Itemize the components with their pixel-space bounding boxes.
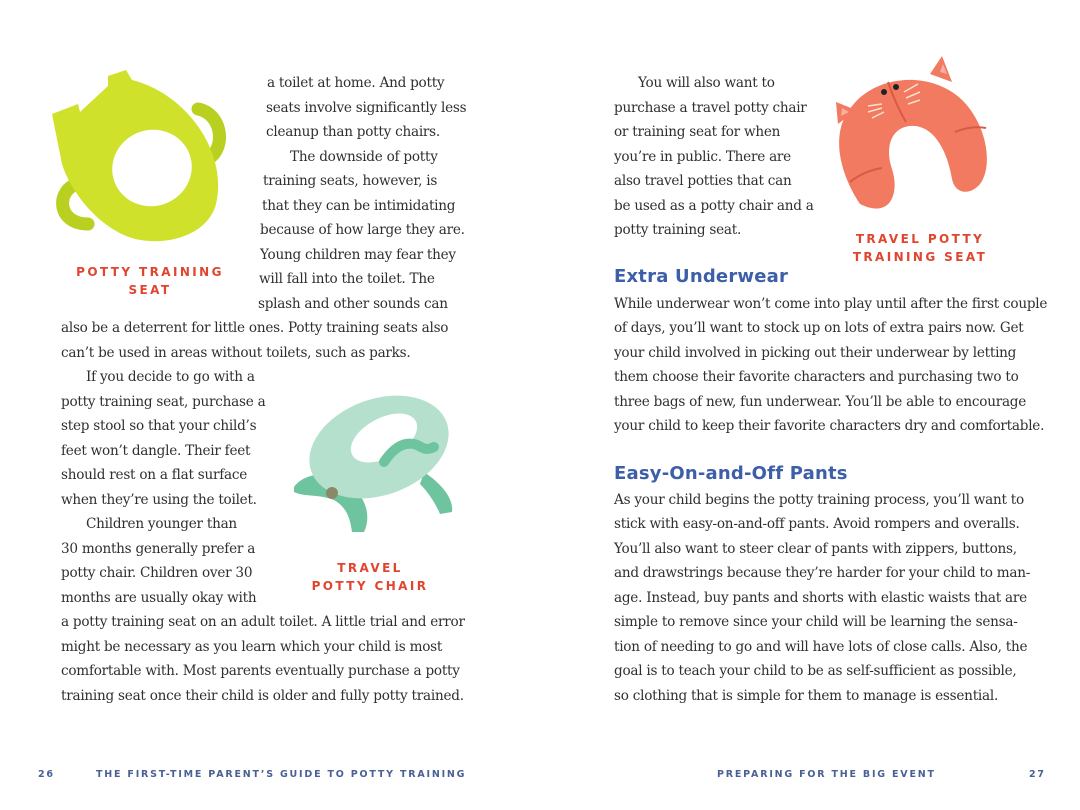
body-line: might be necessary as you learn which your child is most <box>61 639 443 655</box>
body-line: You’ll also want to steer clear of pants with zippers, buttons, <box>614 541 1017 557</box>
body-line: when they’re using the toilet. <box>61 492 257 508</box>
body-line: months are usually okay with <box>61 590 257 606</box>
body-line: step stool so that your child’s <box>61 418 257 434</box>
page-number: 27 <box>1029 769 1046 780</box>
running-head: PREPARING FOR THE BIG EVENT <box>717 769 936 780</box>
body-line: and drawstrings because they’re harder for your child to man- <box>614 565 1031 581</box>
body-line: you’re in public. There are <box>614 149 791 165</box>
page-number: 26 <box>38 769 55 780</box>
running-head: THE FIRST-TIME PARENT’S GUIDE TO POTTY TRAINING <box>96 769 467 780</box>
body-line: potty chair. Children over 30 <box>61 565 253 581</box>
body-line: training seat once their child is older and fully potty trained. <box>61 688 464 704</box>
caption-line: TRAVEL POTTY <box>855 232 985 246</box>
travel-potty-chair-caption <box>280 559 460 595</box>
body-line: will fall into the toilet. The <box>259 271 435 287</box>
potty-training-seat-caption <box>60 263 240 299</box>
body-line: be used as a potty chair and a <box>614 198 814 214</box>
caption-line: TRAVEL <box>337 561 403 575</box>
body-line: potty training seat, purchase a <box>61 394 266 410</box>
body-line: because of how large they are. <box>260 222 465 238</box>
body-line: should rest on a flat surface <box>61 467 248 483</box>
caption-line: POTTY CHAIR <box>311 579 429 593</box>
body-line: your child to keep their favorite characters dry and comfortable. <box>614 418 1045 434</box>
travel-potty-training-seat-icon <box>830 54 992 219</box>
body-line: age. Instead, buy pants and shorts with elastic waists that are <box>614 590 1027 606</box>
body-line: that they can be intimidating <box>262 198 456 214</box>
body-line: 30 months generally prefer a <box>61 541 256 557</box>
body-line: also be a deterrent for little ones. Potty training seats also <box>61 320 449 336</box>
body-line: feet won’t dangle. Their feet <box>61 443 251 459</box>
body-line: goal is to teach your child to be as self-sufficient as possible, <box>614 663 1017 679</box>
body-line: As your child begins the potty training process, you’ll want to <box>614 492 1024 508</box>
body-line: comfortable with. Most parents eventually purchase a potty <box>61 663 460 679</box>
body-line: splash and other sounds can <box>258 296 448 312</box>
body-line: purchase a travel potty chair <box>614 100 807 116</box>
body-line: The downside of potty <box>290 149 438 165</box>
body-line: also travel potties that can <box>614 173 792 189</box>
travel-potty-training-seat-caption <box>830 230 1010 266</box>
travel-potty-chair-icon <box>284 392 456 537</box>
body-line: training seats, however, is <box>263 173 438 189</box>
body-line: so clothing that is simple for them to manage is essential. <box>614 688 999 704</box>
body-line: or training seat for when <box>614 124 781 140</box>
body-line: potty training seat. <box>614 222 742 238</box>
body-line: Children younger than <box>86 516 237 532</box>
body-line: If you decide to go with a <box>86 369 255 385</box>
section-heading-extra-underwear: Extra Underwear <box>614 266 789 287</box>
caption-line: SEAT <box>128 283 172 297</box>
body-line: stick with easy-on-and-off pants. Avoid rompers and overalls. <box>614 516 1020 532</box>
body-line: Young children may fear they <box>260 247 456 263</box>
potty-training-seat-icon <box>48 64 228 246</box>
body-line: tion of needing to go and will have lots of close calls. Also, the <box>614 639 1028 655</box>
body-line: a toilet at home. And potty <box>267 75 445 91</box>
body-line: your child involved in picking out their underwear by letting <box>614 345 1017 361</box>
body-line: While underwear won’t come into play until after the first couple <box>614 296 1048 312</box>
body-line: cleanup than potty chairs. <box>266 124 440 140</box>
caption-line: TRAINING SEAT <box>852 250 988 264</box>
body-line: You will also want to <box>638 75 775 91</box>
body-line: can’t be used in areas without toilets, such as parks. <box>61 345 411 361</box>
body-line: seats involve significantly less <box>266 100 467 116</box>
body-line: simple to remove since your child will be learning the sensa- <box>614 614 1018 630</box>
caption-line: POTTY TRAINING <box>76 265 224 279</box>
body-line: a potty training seat on an adult toilet. A little trial and error <box>61 614 465 630</box>
body-line: them choose their favorite characters and purchasing two to <box>614 369 1019 385</box>
body-line: of days, you’ll want to stock up on lots of extra pairs now. Get <box>614 320 1024 336</box>
section-heading-easy-pants: Easy-On-and-Off Pants <box>614 463 848 484</box>
body-line: three bags of new, fun underwear. You’ll be able to encourage <box>614 394 1027 410</box>
right-page <box>540 0 1080 810</box>
